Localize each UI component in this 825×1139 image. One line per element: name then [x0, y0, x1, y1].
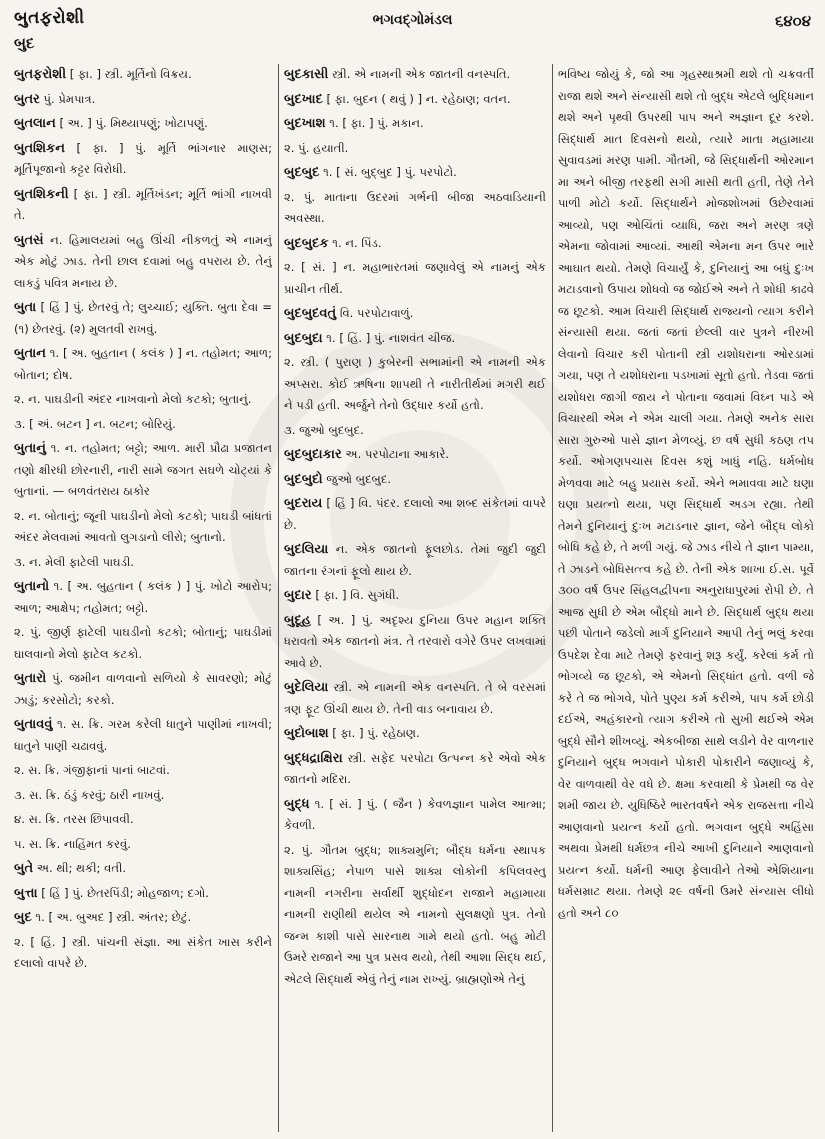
entry-definition: જુઓ બુદબુદ. — [326, 471, 392, 486]
entry-definition: [ ફા. ] પું. રહેઠાણ. — [332, 726, 420, 740]
dictionary-entry — [14, 552, 272, 574]
entry-headword: બુતાનું — [14, 441, 46, 456]
entry-headword: બુતાવવું — [14, 717, 53, 732]
dictionary-entry — [14, 809, 272, 831]
entry-headword: બુદબુદવતું — [284, 306, 337, 321]
column-1 — [14, 64, 272, 1134]
entry-headword: બુદેલિયા — [284, 680, 329, 695]
entry-definition: ૨. પું. માતાના ઉદરમાં ગર્ભની બીજા અઠવાડિયાની અવસ્થા. — [284, 189, 546, 225]
entry-definition: અ. પરપોટાના આકારે. — [345, 447, 450, 461]
dictionary-entry — [284, 677, 546, 720]
entry-definition: ૧. ન. પિંડ. — [332, 235, 382, 250]
dictionary-entry — [14, 343, 272, 386]
entry-definition: ૫. સ. ક્રિ. નાહિંમત કરવું. — [14, 836, 131, 851]
dictionary-entry — [284, 113, 546, 135]
entry-definition: ૧. [ હિં. ] પું. નાશવંત ચીજ. — [326, 330, 456, 345]
dictionary-entry — [284, 303, 546, 325]
entry-definition: [ ફા. ] સ્ત્રી. મૂર્તિનો વિક્રય. — [69, 67, 192, 81]
entry-definition: ન. એક જાતનો ફૂલછોડ. તેમાં જુદી જુદી જાતના રંગનાં ફૂલો થાય છે. — [284, 542, 546, 578]
entry-headword: બુતર — [14, 91, 40, 107]
entry-headword: બુતલાન — [14, 116, 56, 131]
dictionary-entry — [14, 576, 272, 619]
dictionary-entry — [14, 113, 272, 135]
dictionary-entry — [14, 184, 272, 227]
entry-definition: ૧. ન. તહોમત; બટ્ટો; આળ. મારી પ્રૌઢા પ્રજાતન તણો ક્ષીરધી છોરનારી, નારી સામે જગત સઘળે ચોટ્યાં કે બુતાનાં. — બળવંતરાય ઠાકોર — [14, 441, 272, 498]
dictionary-entry — [14, 64, 272, 86]
dictionary-entry — [14, 230, 272, 295]
dictionary-entry — [284, 840, 546, 991]
entry-headword: બુદકાસી — [284, 67, 329, 82]
entry-definition: [ ફા. ] પું. મૂર્તિ ભાંગનાર માણસ; મૂર્તિપૂજાનો કટ્ટર વિરોધી. — [14, 140, 272, 176]
dictionary-entry — [284, 162, 546, 184]
entry-headword: બુતા — [14, 300, 37, 315]
entry-headword: બુત્તા — [14, 885, 38, 901]
entry-definition: ૧. [ અ. બુઅદ ] સ્ત્રી. અંતર; છેટું. — [35, 910, 192, 924]
dictionary-entry — [284, 794, 546, 837]
entry-definition: સ્ત્રી. સફેદ પરપોટા ઉત્પન્ન કરે એવો એક જાતનો મદિરા. — [284, 750, 546, 786]
dictionary-entry — [14, 834, 272, 856]
entry-definition: [ હિં ] પું. છેતરપિંડી; મોહજાળ; દગો. — [41, 885, 209, 900]
dictionary-entry — [14, 438, 272, 503]
dictionary-entry — [284, 233, 546, 255]
page-header — [0, 0, 825, 64]
entry-headword: બુદબુદા — [284, 330, 323, 346]
entry-definition: ૪. સ. ક્રિ. તરસ છિપાવવી. — [14, 812, 134, 826]
dictionary-entry — [14, 907, 272, 929]
column-divider — [278, 64, 279, 1132]
entry-definition: સ્ત્રી. એ નામની એક વનસ્પતિ. તે બે વરસમાં ત્રણ ફૂટ ઊંચી થાય છે. તેની વાડ બનાવાય છે. — [284, 680, 546, 716]
dictionary-entry — [14, 785, 272, 807]
dictionary-entry — [14, 506, 272, 549]
entry-headword: બુતારો — [14, 671, 47, 686]
dictionary-entry — [284, 585, 546, 607]
column-2 — [284, 64, 546, 1134]
entry-definition: સ્ત્રી. એ નામની એક જાતની વનસ્પતિ. — [332, 67, 511, 81]
entry-headword: બુદબુદક — [284, 235, 329, 251]
dictionary-entry — [14, 138, 272, 181]
entry-definition: વિ. પરપોટાવાળું. — [339, 306, 414, 320]
dictionary-entry — [14, 389, 272, 411]
entry-headword: બુદબુદાકાર — [284, 447, 342, 462]
entry-headword: બુતાનો — [14, 579, 50, 594]
dictionary-entry — [284, 352, 546, 417]
entry-definition: ૩. ન. મેલી ફાટેલી પાઘડી. — [14, 554, 134, 569]
entry-definition: [ ફા. બુદન ( થવું ) ] ન. રહેઠાણ; વતન. — [326, 91, 511, 106]
entry-definition: ૨. પું. જીર્ણ ફાટેલી પાઘડીનો કટકો; બોતાનું; પાઘડીમાં ઘાલવાનો મેલો ફાટેલ કટકો. — [14, 625, 272, 661]
dictionary-entry — [14, 89, 272, 111]
dictionary-entry — [284, 138, 546, 160]
entry-definition: ૨. [ હિં. ] સ્ત્રી. પાંચની સંજ્ઞા. આ સંકેત ખાસ કરીને દલાલો વાપરે છે. — [14, 934, 272, 970]
dictionary-entry — [14, 622, 272, 665]
guide-word-last: બુદ — [14, 34, 35, 52]
dictionary-entry — [284, 420, 546, 442]
page-number: ૬૪૦૪ — [774, 12, 811, 30]
entry-headword: બુતશિકન — [14, 140, 65, 156]
dictionary-title: ભગવદ્ગોમંડલ — [372, 12, 453, 28]
entry-definition: ૧. સ. ક્રિ. ગરમ કરેલી ધાતુને પાણીમાં નાખવી; ધાતુને પાણી ચઢાવવું. — [14, 717, 272, 753]
entry-definition: ૨. ન. પાઘડીની અંદર નાખવાનો મેલો કટકો; બુતાનું. — [14, 392, 252, 406]
entry-headword: બુદ્ધ — [284, 796, 310, 812]
entry-definition: ૧. [ સં. ] પું. ( જૈન ) કેવળજ્ઞાન પામેલ આત્મા; કેવળી. — [284, 796, 546, 832]
entry-headword: બુદખાદ — [284, 91, 323, 107]
entry-headword: બુદખાશ — [284, 116, 326, 131]
entry-headword: બુતશિકની — [14, 186, 69, 202]
entry-definition: [ હિં ] પું. છેતરવું તે; લુચ્ચાઈ; યુક્તિ. બુતા દેવા = (૧) છેતરવું. (૨) મુલતવી રાખવું. — [14, 300, 272, 336]
dictionary-entry — [284, 723, 546, 745]
entry-definition: ૨. પું. હયાતી. — [284, 140, 349, 155]
dictionary-entry — [14, 714, 272, 757]
entry-headword: બુદાર — [284, 588, 312, 603]
entry-definition: ૩. જુઓ બુદબુદ. — [284, 422, 364, 437]
entry-headword: બુદરાય — [284, 496, 323, 511]
entry-definition: [ હિં ] વિ. પંદર. દલાલો આ શબ્દ સંકેતમાં વાપરે છે. — [284, 496, 546, 532]
entry-headword: બુદબુદો — [284, 471, 323, 487]
entry-definition: ૧. [ સં. બુદ્બુદ ] પું. પરપોટો. — [323, 165, 457, 179]
entry-definition: ૩. સ. ક્રિ. ઠંડું કરવું; ઠારી નાખવું. — [14, 787, 165, 802]
dictionary-entry — [14, 297, 272, 340]
dictionary-entry — [14, 760, 272, 782]
entry-definition: પું. પ્રેમપાત્ર. — [43, 91, 96, 106]
entry-continuation-paragraph: ભવિષ્ય જોયું કે, જો આ ગૃહસ્થાશ્રમી થશે તો ચક્રવર્તી રાજા થશે અને સંન્યાસી થશે તો બુદ્ધ એટલે બુદ્ધિમાન થશે અને પૃથ્વી ઉપરથી પાપ અને અજ્ઞાન દૂર કરશે. સિદ્ધાર્થ માત દિવસનો થયો, ત્યારે માતા મહામાયા સુવાવડમાં મરણ પામી. ગૌતમી, જે સિદ્ધાર્થની ઓરમાન મા અને બીજી તરફથી સગી માસી થતી હતી, તેણે તેને પાળી મોટો કર્યો. સિદ્ધાર્થને મોજશોખમાં ઉછેરવામાં આવ્યો, પણ ઓચિંતાં વ્યાધિ, જરા અને મરણ ત્રણે એમના જોવામાં આવ્યાં. આથી એમના મન ઉપર ભારે આઘાત થયો. તેમણે વિચાર્યું કે, દુનિયાનું આ બધું દુઃખ મટાડવાનો ઉપાય શોધવો જ જોઈએ અને તે શોધી કાઢવે જ છૂટકો. આમ વિચારી સિદ્ધાર્થ રાજ્યનો ત્યાગ કરીને સંન્યાસી થયા. જતાં જતાં છેલ્લી વાર પુત્રને નીરખી લેવાનો વિચાર કરી પોતાની સ્ત્રી યશોધરાના ઓરડામાં ગયા, પણ તે યશોધરાના પડખામાં સૂતો હતો. તેડવા જતાં યશોધરા જાગી જાય ને પોતાના જવામાં વિઘ્ન પાડે એ વિચારથી એમ ને એમ ચાલી ગયા. તેમણે અનેક સારા સારા ગુરુઓ પાસે જ્ઞાન મેળવ્યું. છ વર્ષ સુધી કઠણ તપ કર્યો. ઓગણપચાસ દિવસ કશું ખાધું નહિ. ધર્મબોધ મેળવવા માટે બહુ પ્રયાસ કર્યો. એને ભમાવવા માટે ઘણા ઘણા પ્રયત્નો થયા, પણ સિદ્ધાર્થ અડગ રહ્યા. તેથી તેમને દુનિયાનું દુઃખ મટાડનાર જ્ઞાન, જેને બૌદ્ધ લોકો બોધિ કહે છે, તે મળી ગયું. જે ઝાડ નીચે તે જ્ઞાન પામ્યા, તે ઝાડને બોધિસત્ત્વ કહે છે. તેની એક શાખા ઈ.સ. પૂર્વે ૩૦૦ વર્ષ ઉપર સિંહલદ્વીપના અનુરાધાપુરમાં રોપી છે. તે આજ સુધી છે એમ બૌદ્ધો માને છે. સિદ્ધાર્થ બુદ્ધ થયા પછી પોતાને જડેલો માર્ગ દુનિયાને આપી તેનું ભલું કરવા ઉપદેશ દેવા માટે તેમણે ફરવાનું શરૂ કર્યું. કરેલાં કર્મ તો ભોગવ્યે જ છૂટકો, એ એમનો સિદ્ધાંત હતો. વળી જે કરે તે જ ભોગવે, પોતે પુણ્ય કર્મ કરીએ, પાપ કર્મ છોડી દઈએ, અહંકારનો ત્યાગ કરીએ તો સુખી થઈએ એમ બુદ્ધે સૌને શીખવ્યું. એકબીજા સાથે લડીને વેર વાળનાર દુનિયાને બુદ્ધ ભગવાને પોકારી પોકારીને જણાવ્યું કે, વેર વાળવાથી વેર વધે છે. ક્ષમા કરવાથી કે પ્રેમથી જ વેર શમી જાય છે. યુધિષ્ઠિરે ભારતવર્ષને એક રાજસત્તા નીચે આણવાનો પ્રયત્ન કર્યો હતો. ભગવાન બુદ્ધે અહિંસા અથવા પ્રેમથી ધર્મછત્ર નીચે આખી દુનિયાને આણવાનો પ્રયત્ન કર્યો. ધર્મની આણ ફેલાવીને તેઓ એશિયાના ધર્મસમ્રાટ થયા. તેમણે ૨૯ વર્ષની ઉમરે સંન્યાસ લીધો હતો અને ૮૦ — [558, 67, 814, 920]
entry-headword: બુદબુદ — [284, 165, 320, 180]
entry-definition: [ ફા. ] વિ. સુગંધી. — [315, 588, 400, 602]
dictionary-entry — [14, 414, 272, 436]
entry-headword: બુદોબાશ — [284, 726, 329, 741]
dictionary-entry — [284, 89, 546, 111]
dictionary-entry — [284, 493, 546, 536]
entry-definition: [ અ. ] પું. મિથ્યાપણું; ખોટાપણું. — [59, 116, 208, 130]
dictionary-entry — [284, 187, 546, 230]
entry-headword: બુદલિયા — [284, 542, 329, 557]
dictionary-entry — [14, 858, 272, 880]
entry-definition: ૨. સ્ત્રી. ( પુરાણ ) કુબેરની સભામાંની એ નામની એક અપ્સરા. કોઈ ઋષિના શાપથી તે નારીતીર્થમાં મગરી થઈ ને પડી હતી. અર્જુને તેનો ઉદ્ધાર કર્યો હતો. — [284, 355, 546, 412]
dictionary-entry — [284, 469, 546, 491]
dictionary-entry — [284, 748, 546, 791]
entry-definition: અ. થી; થકી; વતી. — [36, 861, 127, 875]
dictionary-entry — [284, 64, 546, 86]
entry-headword: બુદ્ધદ્રાક્ષિરા — [284, 750, 343, 766]
dictionary-entry — [284, 539, 546, 582]
dictionary-entry — [284, 257, 546, 300]
dictionary-entry — [284, 444, 546, 466]
dictionary-entry — [14, 668, 272, 711]
entry-definition: ૧. [ અ. બુહતાન ( કલંક ) ] પું. ખોટો આરોપ; આળ; આક્ષેપ; તહોમત; બટ્ટો. — [14, 579, 272, 615]
entry-definition: ૩. [ અં. બટન ] ન. બટન; બોરિયું. — [14, 416, 176, 431]
entry-definition: ૨. સ. ક્રિ. ગંજીફાનાં પાનાં બાટવાં. — [14, 763, 170, 777]
dictionary-entry — [284, 610, 546, 675]
dictionary-entry — [14, 883, 272, 905]
entry-definition: [ ફા. ] સ્ત્રી. મૂર્તિખંડન; મૂર્તિ ભાંગી નાખવી તે. — [14, 186, 272, 222]
entry-headword: બુતાન — [14, 346, 46, 361]
entry-definition: ન. હિમાલયમાં બહુ ઊંચી નીકળતું એ નામનું એક મોટું ઝાડ. તેની છાલ દવામાં બહુ વપરાય છે. તેનું લાકડું પવિત્ર મનાય છે. — [14, 232, 272, 290]
dictionary-entry — [284, 328, 546, 350]
column-divider — [552, 64, 553, 1132]
entry-definition: ૨. પું. ગૌતમ બુદ્ધ; શાક્યમુનિ; બૌદ્ધ ધર્મના સ્થાપક શાક્યસિંહ; નેપાળ પાસે શાક્ય લોકોની કપિલવસ્તુ નામની નગરીના સર્વાર્થી શુદ્ધોદન રાજાને મહામાયા નામની રાણીથી થયેલ એ નામનો સુલક્ષણો પુત્ર. તેનો જન્મ કાશી પાસે સારનાથ ગામે થયો હતો. બહુ મોટી ઉમરે રાજાને આ પુત્ર પ્રસવ થયો, તેથી આશા સિદ્ધ થઈ, એટલે સિદ્ધાર્થ એવું તેનું નામ રાખ્યું. બ્રાહ્મણોએ તેનું — [284, 842, 546, 986]
entry-headword: બુદ — [14, 910, 32, 925]
entry-headword: બુતસં — [14, 232, 44, 248]
entry-headword: બુતે — [14, 861, 34, 876]
entry-definition: ૨. [ સં. ] ન. મહાભારતમાં જણાવેલું એ નામનું એક પ્રાચીન તીર્થ. — [284, 260, 546, 296]
dictionary-entry — [14, 932, 272, 975]
entry-definition: ૨. ન. બોતાનું; જૂની પાઘડીનો મેલો કટકો; પાઘડી બાંધતાં અંદર મેલવામાં આવતો લુગડાનો લીરો; બુતાનો. — [14, 508, 272, 544]
entry-definition: ૧. [ ફા. ] પું. મકાન. — [329, 116, 424, 130]
entry-definition: પું. જમીન વાળવાનો સળિયો કે સાવરણો; મોટું ઝાડું; કરસોટો; કરકો. — [14, 671, 272, 707]
column-3 — [558, 64, 814, 1134]
entry-headword: બુતફરોશી — [14, 67, 67, 82]
entry-definition: ૧. [ અ. બુહતાન ( કલંક ) ] ન. તહોમત; આળ; બોતાન; દોષ. — [14, 346, 272, 382]
entry-definition: [ અ. ] પું. અદૃશ્ય દુનિયા ઉપર મહાન શક્તિ ધરાવતો એક જાતનો મંત્ર. તે તરવારો વગેરે ઉપર લખવામાં આવે છે. — [284, 612, 546, 670]
entry-headword: બુદૂહ — [284, 612, 311, 628]
guide-word-first: બુતફરોશી — [14, 8, 85, 28]
